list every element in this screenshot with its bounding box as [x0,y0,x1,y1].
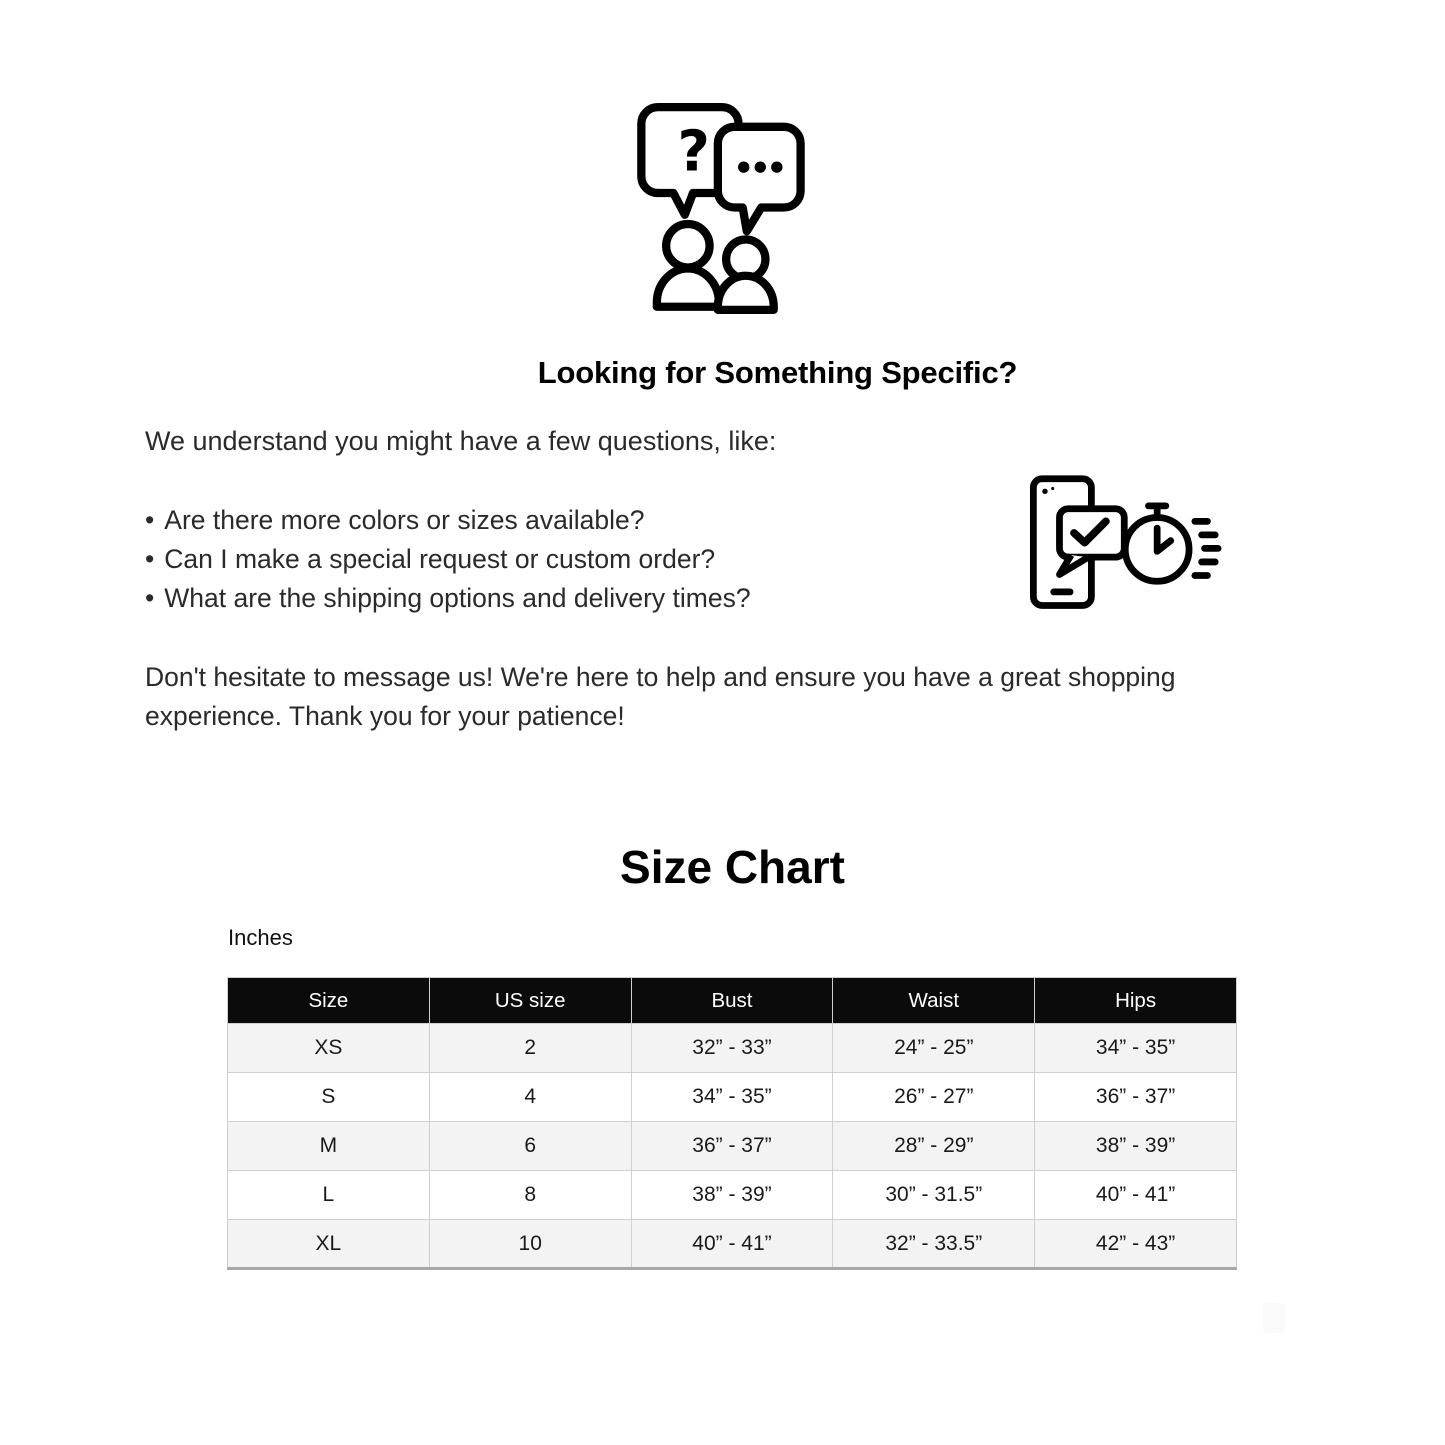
column-header-size: Size [228,978,430,1024]
svg-text:?: ? [677,119,710,185]
faq-question-text: Are there more colors or sizes available? [164,505,645,535]
cell-bust: 32” - 33” [631,1024,833,1073]
table-row-s [228,1073,1237,1122]
table-row-xl [228,1220,1237,1269]
bullet-glyph: • [145,583,155,613]
cell-size: M [228,1122,430,1171]
cell-waist: 24” - 25” [833,1024,1035,1073]
cell-hips: 38” - 39” [1035,1122,1237,1171]
cell-bust: 38” - 39” [631,1171,833,1220]
faq-intro-text: We understand you might have a few questions, like: [145,426,777,456]
cell-us: 10 [429,1220,631,1269]
cell-bust: 40” - 41” [631,1220,833,1269]
cell-us: 6 [429,1122,631,1171]
column-header-bust: Bust [631,978,833,1024]
cell-hips: 42” - 43” [1035,1220,1237,1269]
cell-size: L [228,1171,430,1220]
cell-us: 2 [429,1024,631,1073]
page-title: Looking for Something Specific? [537,355,1018,390]
bullet-glyph: • [145,505,155,535]
column-header-us-size: US size [429,978,631,1024]
faq-question-text: What are the shipping options and delivery times? [164,583,751,613]
cell-hips: 36” - 37” [1035,1073,1237,1122]
faq-question [145,540,751,579]
cell-us: 8 [429,1171,631,1220]
faq-question [145,579,751,618]
faq-question [145,501,751,540]
faq-closing-text: Don't hesitate to message us! We're here to help and ensure you have a great shopping experience. Thank you for your patience! [145,662,1176,731]
cell-hips: 34” - 35” [1035,1024,1237,1073]
cell-size: XL [228,1220,430,1269]
watermark [1263,1303,1285,1333]
cell-waist: 28” - 29” [833,1122,1035,1171]
table-row-l [228,1171,1237,1220]
cell-hips: 40” - 41” [1035,1171,1237,1220]
cell-bust: 34” - 35” [631,1073,833,1122]
size-chart-header-row [228,978,1237,1024]
faq-question-list [145,501,751,618]
cell-us: 4 [429,1073,631,1122]
size-chart-unit-label: Inches [228,925,293,950]
cell-waist: 32” - 33.5” [833,1220,1035,1269]
column-header-waist: Waist [833,978,1035,1024]
size-chart-table [227,977,1237,1270]
table-row-xs [228,1024,1237,1073]
size-chart-title: Size Chart [620,841,845,893]
cell-size: S [228,1073,430,1122]
column-header-hips: Hips [1035,978,1237,1024]
faq-question-text: Can I make a special request or custom order? [164,544,716,574]
table-row-m [228,1122,1237,1171]
bullet-glyph: • [145,544,155,574]
cell-bust: 36” - 37” [631,1122,833,1171]
cell-waist: 30” - 31.5” [833,1171,1035,1220]
cell-waist: 26” - 27” [833,1073,1035,1122]
cell-size: XS [228,1024,430,1073]
question-and-chat-people-icon [628,102,816,314]
phone-message-stopwatch-icon [1010,472,1225,619]
